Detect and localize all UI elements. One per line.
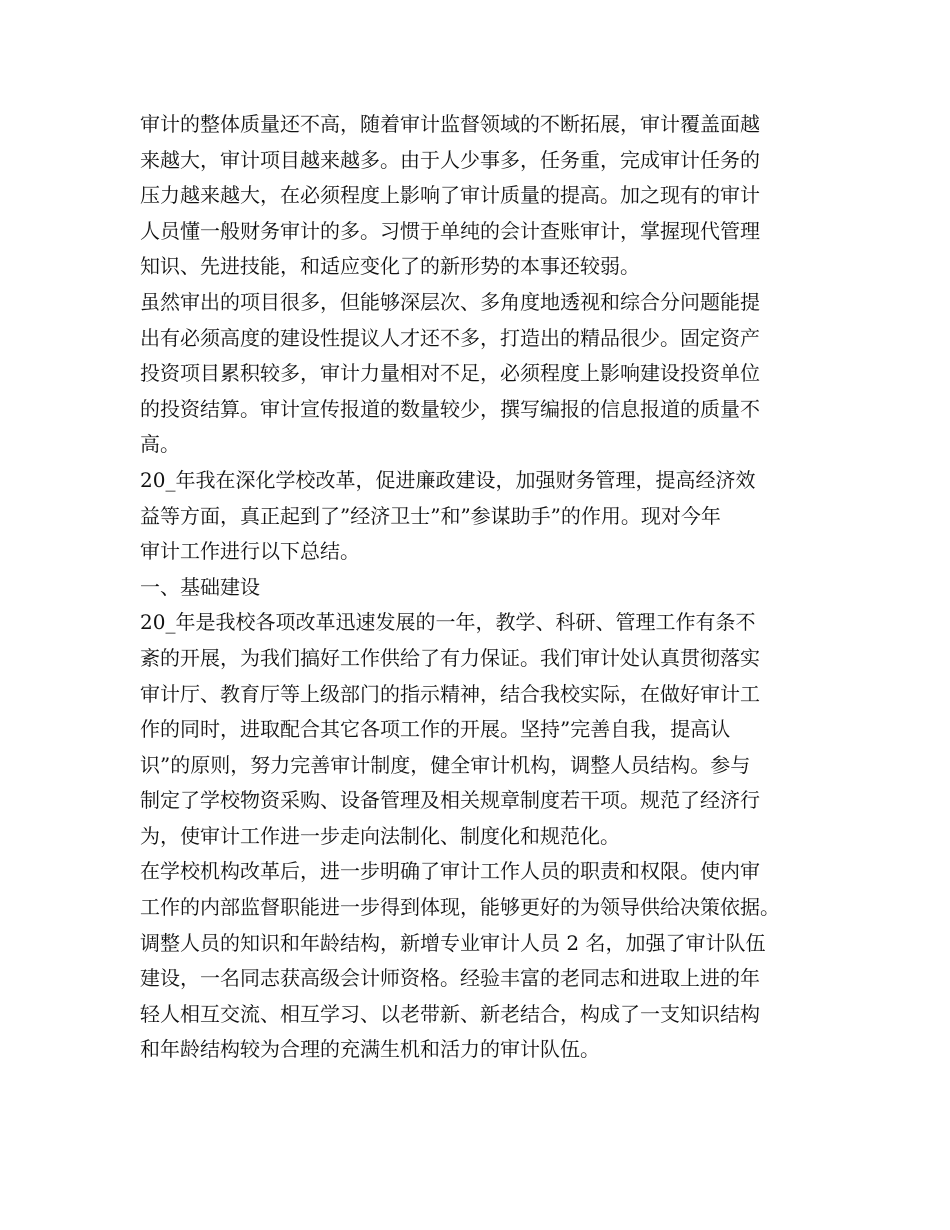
text-line: 轻人相互交流、相互学习、以老带新、新老结合，构成了一支知识结构	[140, 1001, 760, 1026]
text-line: 虽然审出的项目很多，但能够深层次、多角度地透视和综合分问题能提	[140, 289, 760, 314]
text-line: 审计的整体质量还不高，随着审计监督领域的不断拓展，审计覆盖面越	[140, 112, 760, 136]
section-heading-basic-construction	[140, 570, 830, 606]
text-line: 人员懂一般财务审计的多。习惯于单纯的会计查账审计，掌握现代管理	[140, 218, 760, 243]
text-line: 投资项目累积较多，审计力量相对不足，必须程度上影响建设投资单位	[140, 361, 760, 386]
section-heading: 一、基础建设	[140, 574, 260, 599]
paragraph-audit-quality	[140, 107, 830, 285]
text-line: 紊的开展，为我们搞好工作供给了有力保证。我们审计处认真贯彻落实	[140, 645, 760, 670]
text-line: 20_年是我校各项改革迅速发展的一年，教学、科研、管理工作有条不	[140, 610, 756, 635]
text-line: 调整人员的知识和年龄结构，新增专业审计人员 2 名，加强了审计队伍	[140, 930, 766, 955]
text-line: 制定了学校物资采购、设备管理及相关规章制度若干项。规范了经济行	[140, 788, 760, 813]
text-line: 压力越来越大，在必须程度上影响了审计质量的提高。加之现有的审计	[140, 183, 760, 208]
text-line: 的投资结算。审计宣传报道的数量较少，撰写编报的信息报道的质量不	[140, 396, 760, 421]
text-line: 作的同时，进取配合其它各项工作的开展。坚持”完善自我，提高认	[140, 717, 731, 742]
text-line: 来越大，审计项目越来越多。由于人少事多，任务重，完成审计任务的	[140, 147, 760, 172]
paragraph-staff-structure	[140, 854, 830, 1068]
text-line: 为，使审计工作进一步走向法制化、制度化和规范化。	[140, 823, 620, 848]
text-line: 高。	[140, 432, 180, 457]
paragraph-audit-projects	[140, 285, 830, 463]
paragraph-reform-development	[140, 605, 830, 854]
text-line: 20_年我在深化学校改革，促进廉政建设，加强财务管理，提高经济效	[140, 467, 756, 492]
text-line: 建设，一名同志获高级会计师资格。经验丰富的老同志和进取上进的年	[140, 966, 760, 991]
text-line: 益等方面，真正起到了”经济卫士”和”参谋助手”的作用。现对今年	[140, 503, 721, 528]
text-line: 工作的内部监督职能进一步得到体现，能够更好的为领导供给决策依据。	[140, 895, 780, 920]
text-line: 识”的原则，努力完善审计制度，健全审计机构，调整人员结构。参与	[140, 752, 751, 777]
text-line: 出有必须高度的建设性提议人才还不多，打造出的精品很少。固定资产	[140, 325, 760, 350]
paragraph-annual-summary	[140, 463, 830, 570]
text-line: 和年龄结构较为合理的充满生机和活力的审计队伍。	[140, 1037, 600, 1062]
text-line: 知识、先进技能，和适应变化了的新形势的本事还较弱。	[140, 254, 640, 279]
document-body	[140, 107, 830, 1068]
text-line: 审计工作进行以下总结。	[140, 539, 360, 564]
text-line: 审计厅、教育厅等上级部门的指示精神，结合我校实际，在做好审计工	[140, 681, 760, 706]
text-line: 在学校机构改革后，进一步明确了审计工作人员的职责和权限。使内审	[140, 859, 760, 884]
